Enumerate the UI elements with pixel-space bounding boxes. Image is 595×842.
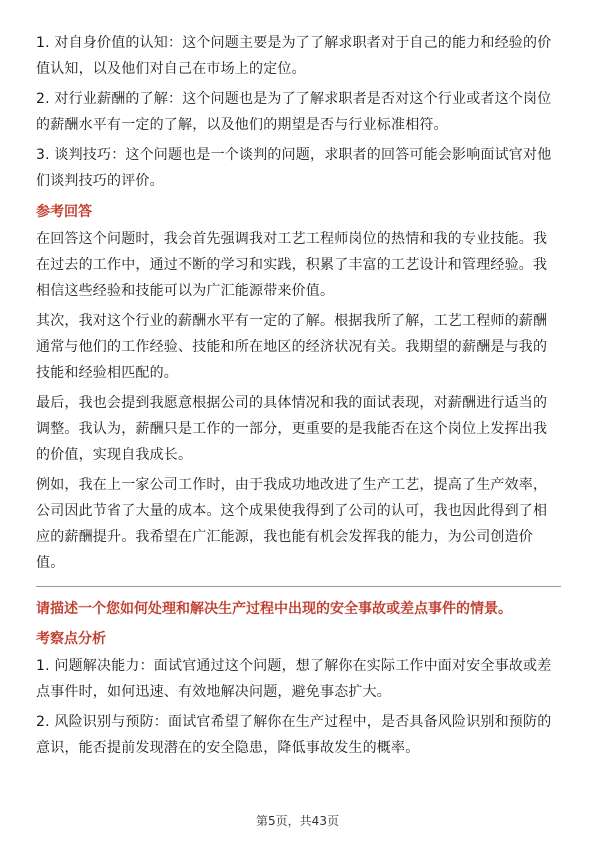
answer-heading: 参考回答	[36, 204, 92, 220]
page-footer: 第5页，共43页	[256, 814, 339, 828]
intro-point-2: 2. 对行业薪酬的了解：这个问题也是为了了解求职者是否对这个行业或者这个岗位的薪酬水平有一定的了解，以及他们的期望是否与行业标准相符。	[36, 91, 552, 133]
answer-paragraph-2: 其次，我对这个行业的薪酬水平有一定的了解。根据我所了解，工艺工程师的薪酬通常与他们的工作经验、技能和所在地区的经济状况有关。我期望的薪酬是与我的技能和经验相匹配的。	[36, 313, 548, 381]
answer-paragraph-4: 例如，我在上一家公司工作时，由于我成功地改进了生产工艺，提高了生产效率，公司因此节省了大量的成本。这个成果使我得到了公司的认可，我也因此得到了相应的薪酬提升。我希望在广汇能源，我也能有机会发挥我的能力，为公司创造价值。	[36, 477, 548, 571]
intro-point-1: 1. 对自身价值的认知：这个问题主要是为了了解求职者对于自己的能力和经验的价值认知，以及他们对自己在市场上的定位。	[36, 35, 552, 77]
analysis-point-1: 1. 问题解决能力：面试官通过这个问题，想了解你在实际工作中面对安全事故或差点事件时，如何迅速、有效地解决问题，避免事态扩大。	[36, 658, 552, 700]
answer-paragraph-3: 最后，我也会提到我愿意根据公司的具体情况和我的面试表现，对薪酬进行适当的调整。我认为，薪酬只是工作的一部分，更重要的是我能否在这个岗位上发挥出我的价值，实现自我成长。	[36, 395, 548, 463]
analysis-heading: 考察点分析	[36, 631, 106, 647]
answer-paragraph-1: 在回答这个问题时，我会首先强调我对工艺工程师岗位的热情和我的专业技能。我在过去的工作中，通过不断的学习和实践，积累了丰富的工艺设计和管理经验。我相信这些经验和技能可以为广汇能源带来价值。	[36, 231, 548, 299]
page-content	[36, 30, 561, 765]
next-question: 请描述一个您如何处理和解决生产过程中出现的安全事故或差点事件的情景。	[36, 601, 512, 617]
section-divider	[36, 586, 561, 587]
analysis-point-2: 2. 风险识别与预防：面试官希望了解你在生产过程中，是否具备风险识别和预防的意识，能否提前发现潜在的安全隐患，降低事故发生的概率。	[36, 714, 552, 756]
intro-point-3: 3. 谈判技巧：这个问题也是一个谈判的问题，求职者的回答可能会影响面试官对他们谈判技巧的评价。	[36, 147, 552, 189]
